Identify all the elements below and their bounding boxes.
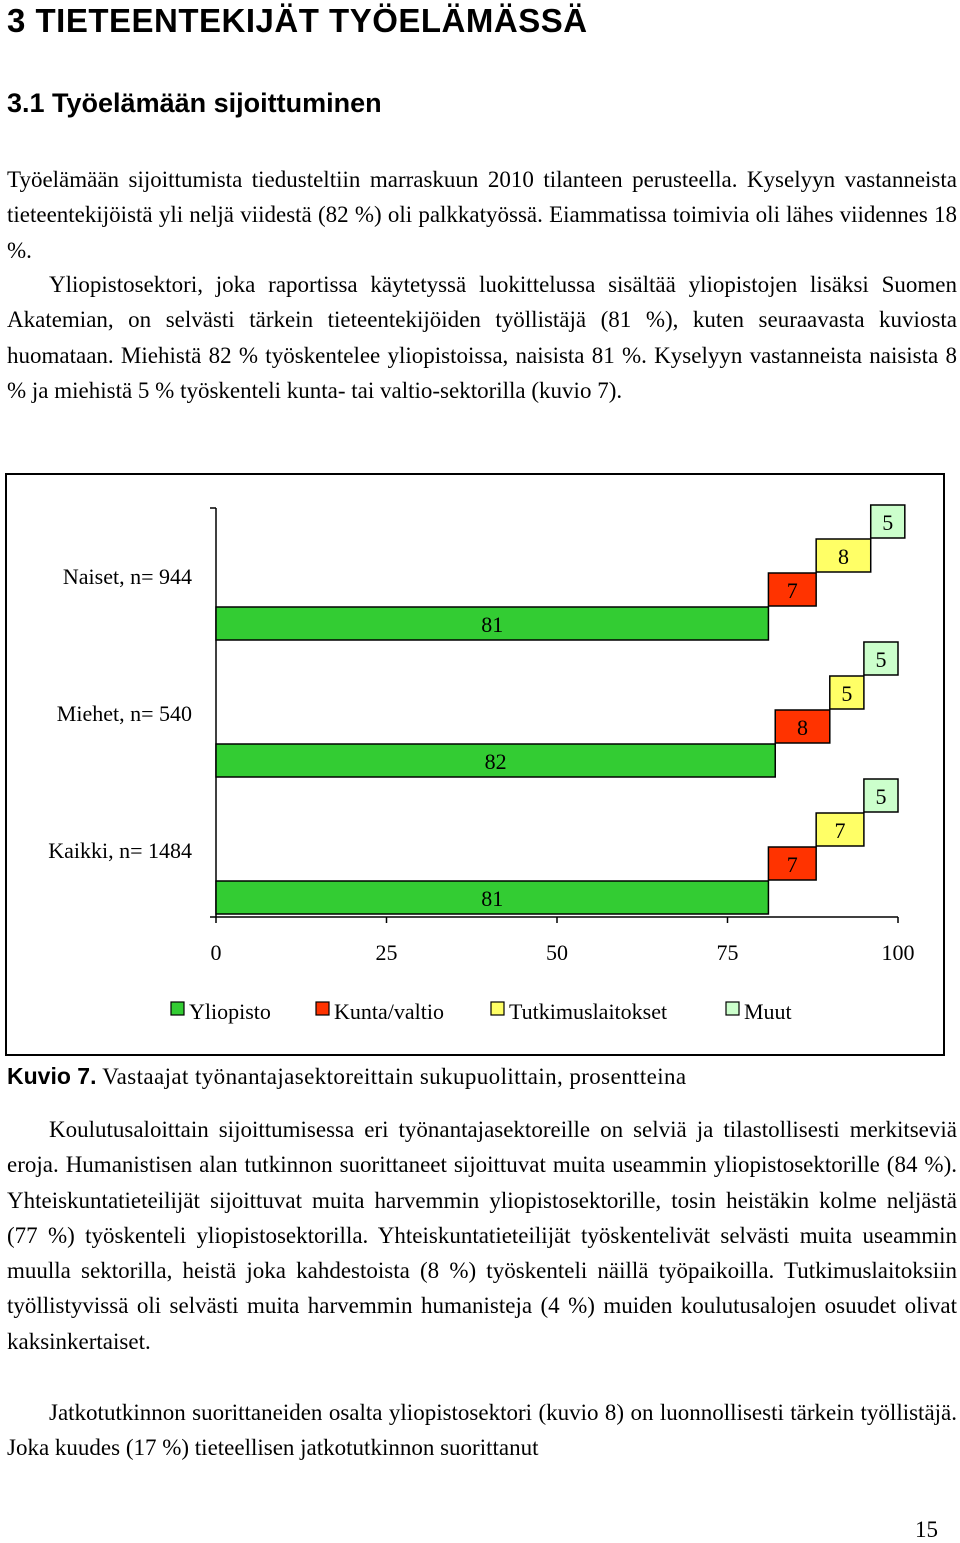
- bar-value-label: 7: [834, 818, 846, 843]
- legend-swatch: [726, 1002, 739, 1015]
- paragraph-1: Työelämään sijoittumista tiedusteltiin marraskuun 2010 tilanteen perusteella. Kyselyyn vastanneista tieteentekijöistä yli neljä viidestä (82 %) oli palkkatyössä. Eiammatissa toimivia oli lähes viidennes 18 %.: [7, 167, 957, 263]
- x-tick-label: 25: [375, 940, 398, 965]
- chapter-heading: 3 TIETEENTEKIJÄT TYÖELÄMÄSSÄ: [7, 2, 588, 39]
- paragraph-2: Yliopistosektori, joka raportissa käytetyssä luokittelussa sisältää yliopistojen lisäksi Suomen Akatemian, on selvästi tärkein tieteentekijöiden työllistäjä (81 %), kuten seuraavasta kuviosta huomataan. Miehistä 82 % työskentelee yliopistoissa, naisista 81 %. Kyselyyn vastanneista naisista 8 % ja miehistä 5 % työskenteli kunta- tai valtio-sektorilla (kuvio 7).: [7, 272, 957, 403]
- group-label: Miehet, n= 540: [56, 701, 192, 726]
- legend-label: Kunta/valtio: [334, 999, 444, 1024]
- page-number: 15: [915, 1517, 938, 1542]
- paragraph-3: Koulutusaloittain sijoittumisessa eri työnantajasektoreille on selviä ja tilastollisesti merkitseviä eroja. Humanistisen alan tutkinnon suorittaneet sijoittuvat muita useammin yliopistosektorille (84 %). Yhteiskuntatieteilijät sijoittuvat muita harvemmin yliopistosektorille, tosin heistäkin kolme neljästä (77 %) työskenteli yliopistosektorilla. Yhteiskuntatieteilijät työskentelivät selvästi muita useammin muulla sektorilla, heistä joka kahdestoista (8 %) työskenteli näillä työpaikoilla. Tutkimuslaitoksiin työllistyvissä oli selvästi muita harvemmin humanisteja (4 %) muiden koulutusalojen osuudet olivat kaksinkertaiset.: [7, 1117, 957, 1354]
- legend-swatch: [491, 1002, 504, 1015]
- bar-value-label: 5: [882, 510, 894, 535]
- bar-value-label: 5: [875, 784, 887, 809]
- bar-value-label: 5: [875, 647, 887, 672]
- caption-text: Vastaajat työnantajasektoreittain sukupuolittain, prosentteina: [102, 1064, 687, 1089]
- group-label: Naiset, n= 944: [62, 564, 192, 589]
- employer-sector-chart: [5, 473, 945, 1056]
- section-heading: 3.1 Työelämään sijoittuminen: [7, 88, 382, 118]
- group-label: Kaikki, n= 1484: [48, 838, 192, 863]
- bar-value-label: 7: [786, 852, 798, 877]
- bar-value-label: 81: [481, 886, 504, 911]
- x-tick-label: 0: [210, 940, 222, 965]
- bar-value-label: 8: [797, 715, 809, 740]
- bar-value-label: 82: [484, 749, 507, 774]
- figure-7: [5, 473, 945, 1056]
- legend-label: Tutkimuslaitokset: [509, 999, 668, 1024]
- figure-caption: [7, 1063, 687, 1090]
- caption-label: Kuvio 7.: [7, 1063, 97, 1089]
- legend-swatch: [171, 1002, 184, 1015]
- bar-value-label: 5: [841, 681, 853, 706]
- legend-label: Muut: [744, 999, 792, 1024]
- legend-swatch: [316, 1002, 329, 1015]
- bar-value-label: 81: [481, 612, 504, 637]
- paragraph-4: Jatkotutkinnon suorittaneiden osalta yliopistosektori (kuvio 8) on luonnollisesti tärkein työllistäjä. Joka kuudes (17 %) tieteellisen jatkotutkinnon suorittanut: [7, 1400, 957, 1461]
- bar-value-label: 7: [786, 578, 798, 603]
- x-tick-label: 50: [546, 940, 568, 965]
- bar-value-label: 8: [837, 544, 849, 569]
- legend-label: Yliopisto: [189, 999, 271, 1024]
- x-tick-label: 100: [881, 940, 915, 965]
- x-tick-label: 75: [716, 940, 739, 965]
